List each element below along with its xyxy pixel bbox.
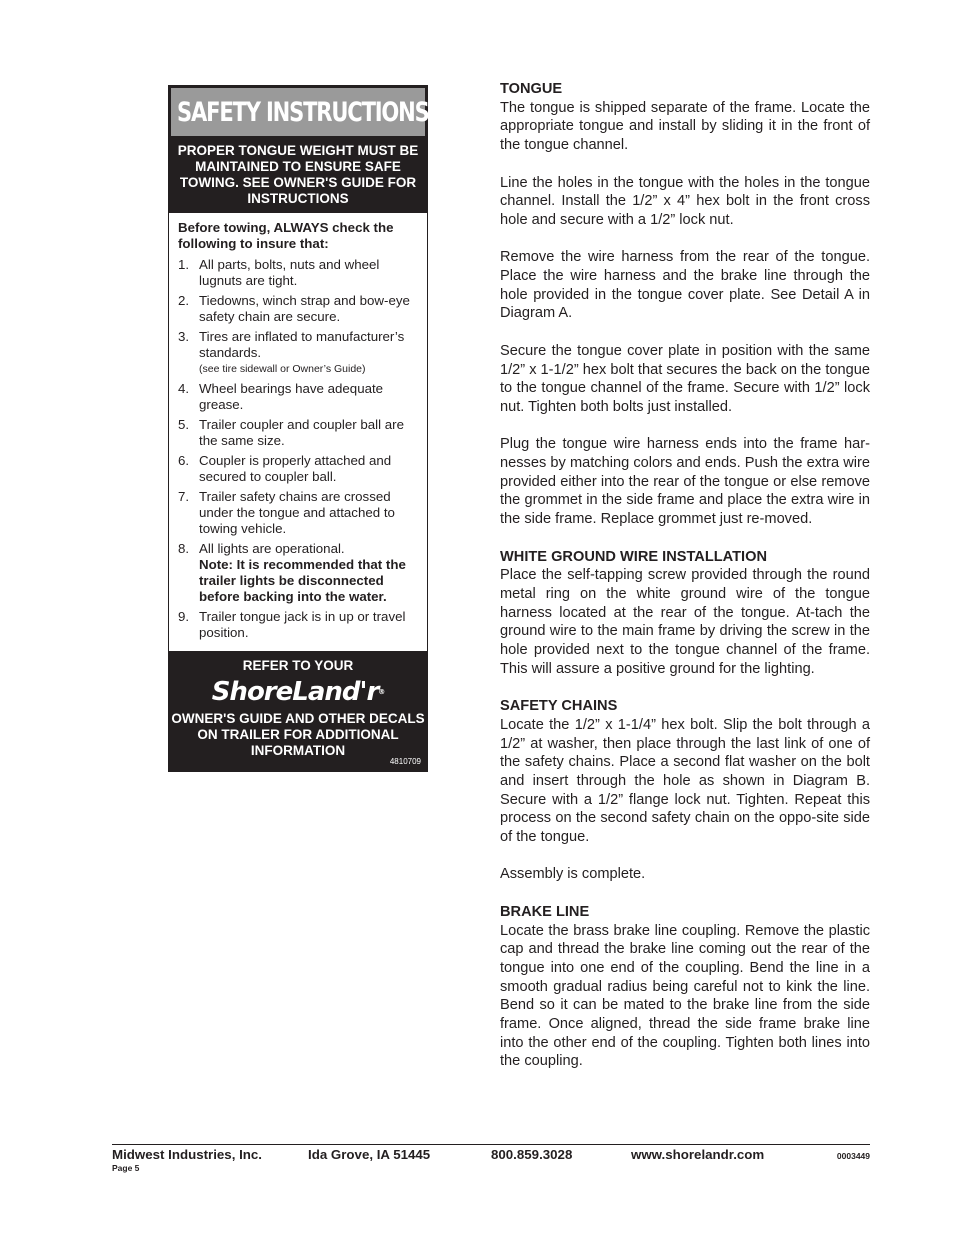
item-number: 2. [178, 293, 190, 308]
item-note: Note: It is recommended that the trailer lights be disconnected before backing into the water. [199, 557, 406, 604]
decal-body [169, 213, 427, 641]
item-text: Tires are inflated to manufacturer’s standards. [199, 329, 405, 360]
paragraph: Place the self-tapping screw provided through the round metal ring on the white ground wire of the tongue harness located at the rear of the tongue. At-tach the ground wire to the main frame by driving the screw in the hole provided next to the tongue channel of the frame. This will assure a positive ground for the lighting. [500, 567, 870, 677]
paragraph: Plug the tongue wire harness ends into the frame har-nesses by matching colors and ends. Push the extra wire provided either into the rear of the tongue or else remove the grommet in the side frame and place the extra wire in the side frame. Replace grommet just re-moved. [500, 436, 870, 528]
document-number: 0003449 [836, 1151, 870, 1161]
paragraph: Locate the 1/2” x 1-1/4” hex bolt. Slip the bolt through a 1/2” at washer, then place through the last link of one of the safety chains. Place a second flat washer on the bolt and insert through the hole as shown in Diagram B. Secure with a 1/2” flange lock nut. Tighten. Repeat this process on the second safety chain on the oppo-site side of the tongue. [500, 716, 870, 846]
paragraph: Remove the wire harness from the rear of the tongue. Place the wire harness and the brake line through the hole provided in the tongue cover plate. See Detail A in Diagram A. [500, 249, 870, 322]
safety-decal [168, 85, 428, 772]
section-brake-line [500, 903, 870, 1071]
item-text: Trailer coupler and coupler ball are the same size. [199, 417, 404, 448]
item-text: All lights are operational. [199, 541, 345, 556]
decal-warning: PROPER TONGUE WEIGHT MUST BE MAINTAINED TO ENSURE SAFE TOWING. SEE OWNER'S GUIDE FOR INSTRUCTIONS [169, 136, 427, 213]
registered-mark: ® [378, 688, 385, 696]
checklist-item [178, 329, 419, 377]
checklist-item [178, 541, 419, 605]
page-number: Page 5 [112, 1163, 140, 1173]
section-ground-wire [500, 548, 870, 679]
decal-checklist [178, 257, 419, 641]
item-number: 9. [178, 609, 190, 624]
decal-title: SAFETY INSTRUCTIONS [177, 96, 429, 128]
item-number: 1. [178, 257, 190, 272]
paragraph: Line the holes in the tongue with the holes in the tongue channel. Install the 1/2” x 4” hex bolt in the front cross hole and secure with a 1/2” lock nut. [500, 174, 870, 228]
checklist-item [178, 257, 419, 289]
item-number: 4. [178, 381, 190, 396]
decal-intro: Before towing, ALWAYS check the following to insure that: [178, 220, 394, 251]
item-text: Coupler is properly attached and secured to coupler ball. [199, 453, 392, 484]
item-text: Trailer safety chains are crossed under the tongue and attached to towing vehicle. [199, 489, 395, 536]
item-subnote: (see tire sidewall or Owner’s Guide) [199, 363, 366, 375]
paragraph: Locate the brass brake line coupling. Remove the plastic cap and thread the brake line coming out the rear of the tongue into one end of the coupling. Bend the line in a smooth gradual radius being careful not to kink the line. Bend so it can be mated to the brake line from the side frame. Once aligned, thread the side frame brake line into the other end of the coupling. Tighten both lines into the coupling. [500, 922, 870, 1070]
company-website: www.shorelandr.com [631, 1147, 765, 1162]
item-text: Tiedowns, winch strap and bow-eye safety chain are secure. [199, 293, 410, 324]
guide-text: OWNER'S GUIDE AND OTHER DECALS ON TRAILER FOR ADDITIONAL INFORMATION [171, 711, 425, 758]
section-heading: WHITE GROUND WIRE INSTALLATION [500, 548, 767, 565]
checklist-item [178, 453, 419, 485]
logo-text: ShoreLand'r [211, 677, 379, 707]
item-text: All parts, bolts, nuts and wheel lugnuts are tight. [199, 257, 380, 288]
section-heading: TONGUE [500, 81, 563, 97]
checklist-item [178, 609, 419, 641]
company-city: Ida Grove, IA 51445 [308, 1147, 431, 1162]
shorelandr-logo [169, 677, 427, 707]
company-phone: 800.859.3028 [491, 1147, 573, 1162]
checklist-item [178, 489, 419, 537]
checklist-item [178, 293, 419, 325]
item-number: 8. [178, 541, 190, 556]
company-name: Midwest Industries, Inc. [112, 1147, 262, 1162]
paragraph: Secure the tongue cover plate in position with the same 1/2” x 1-1/2” hex bolt that secures the back on the tongue to the tongue channel of the frame. Secure with 1/2” lock nut. Tighten both bolts just installed. [500, 342, 870, 415]
checklist-item [178, 381, 419, 413]
decal-code: 4810709 [389, 757, 421, 766]
item-number: 6. [178, 453, 190, 468]
item-number: 5. [178, 417, 190, 432]
item-text: Trailer tongue jack is in up or travel position. [199, 609, 406, 640]
item-number: 7. [178, 489, 190, 504]
section-tongue [500, 80, 870, 529]
decal-header [169, 86, 427, 136]
footer-rule [112, 1144, 870, 1145]
refer-text: REFER TO YOUR [242, 658, 354, 673]
section-safety-chains [500, 697, 870, 884]
instructions-column [500, 80, 870, 1071]
section-heading: SAFETY CHAINS [500, 698, 618, 715]
checklist-item [178, 417, 419, 449]
item-text: Wheel bearings have adequate grease. [199, 381, 384, 412]
paragraph: Assembly is complete. [500, 866, 646, 883]
decal-footer [169, 651, 427, 771]
item-number: 3. [178, 329, 190, 344]
section-heading: BRAKE LINE [500, 903, 590, 920]
paragraph: The tongue is shipped separate of the frame. Locate the appropriate tongue and install by sliding it in the front of the tongue channel. [500, 99, 870, 154]
